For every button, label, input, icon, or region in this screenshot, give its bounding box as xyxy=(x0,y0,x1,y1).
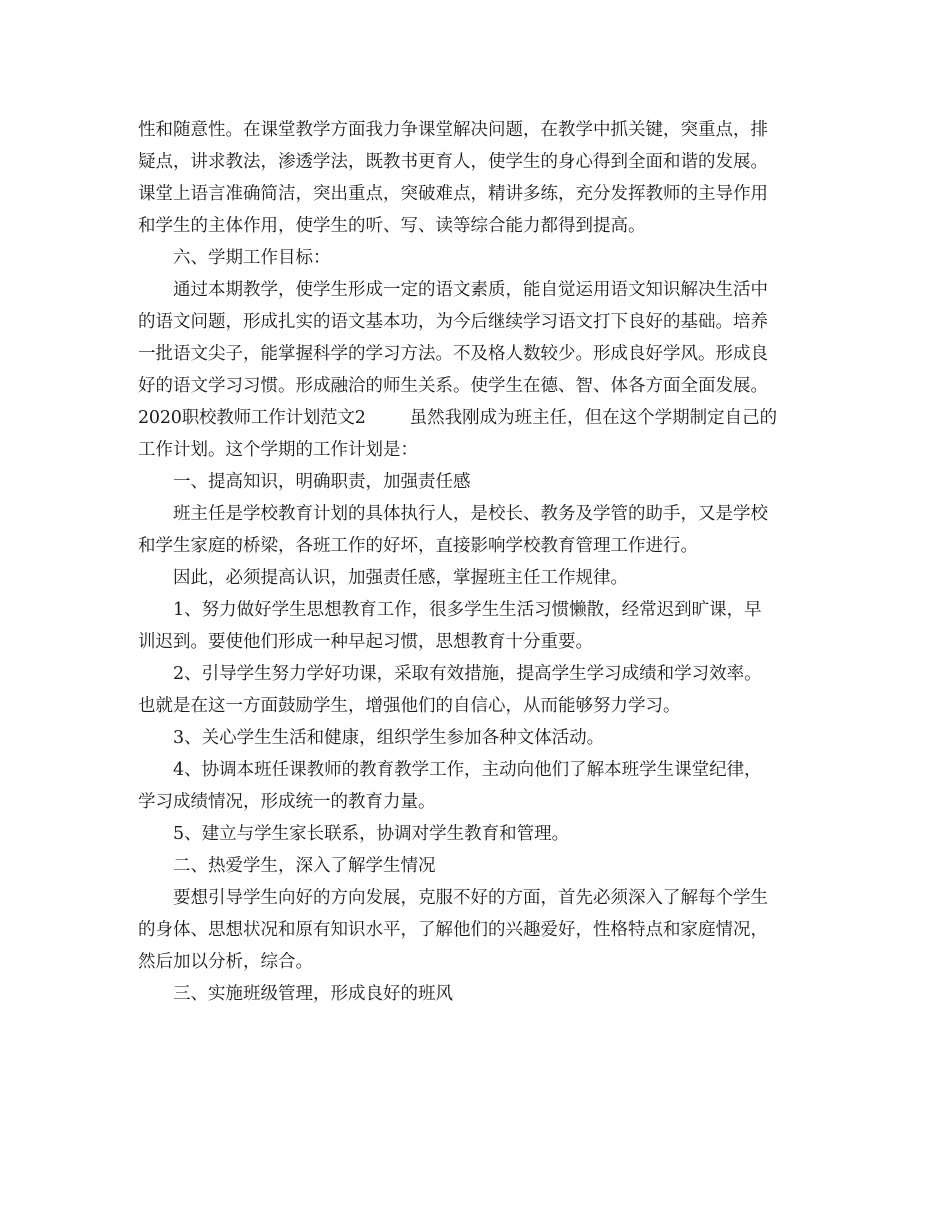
text-line: 然后加以分析，综合。 xyxy=(138,952,313,972)
text-line xyxy=(138,402,818,434)
list-item: 4、协调本班任课教师的教育教学工作，主动向他们了解本班学生课堂纪律， xyxy=(173,760,762,780)
list-item: 1、努力做好学生思想教育工作，很多学生生活习惯懒散，经常迟到旷课，早 xyxy=(173,600,762,620)
text-line: 因此，必须提高认识，加强责任感，掌握班主任工作规律。 xyxy=(173,568,628,588)
section-heading: 一、提高知识，明确职责，加强责任感 xyxy=(173,472,471,492)
text-line: 学习成绩情况，形成统一的教育力量。 xyxy=(138,792,436,812)
section-heading: 三、实施班级管理，形成良好的班风 xyxy=(173,984,453,1004)
text-line-segment: 虽然我刚成为班主任，但在这个学期制定自己的 xyxy=(409,408,778,428)
text-line: 通过本期教学，使学生形成一定的语文素质，能自觉运用语文知识解决生活中 xyxy=(173,280,768,300)
text-line: 的语文问题，形成扎实的语文基本功，为今后继续学习语文打下良好的基础。培养 xyxy=(138,312,768,332)
text-line: 和学生家庭的桥梁，各班工作的好坏，直接影响学校教育管理工作进行。 xyxy=(138,536,698,556)
document-title: 2020职校教师工作计划范文2 xyxy=(138,408,366,428)
text-line: 工作计划。这个学期的工作计划是： xyxy=(138,440,418,460)
text-line: 一批语文尖子，能掌握科学的学习方法。不及格人数较少。形成良好学风。形成良 xyxy=(138,344,768,364)
text-line: 性和随意性。在课堂教学方面我力争课堂解决问题，在教学中抓关键，突重点，排 xyxy=(138,120,768,140)
text-line: 和学生的主体作用，使学生的听、写、读等综合能力都得到提高。 xyxy=(138,216,646,236)
text-line: 的身体、思想状况和原有知识水平，了解他们的兴趣爱好，性格特点和家庭情况， xyxy=(138,920,768,940)
text-line: 训迟到。要使他们形成一种早起习惯，思想教育十分重要。 xyxy=(138,632,593,652)
document-body xyxy=(138,114,818,1010)
text-line: 课堂上语言准确简洁，突出重点，突破难点，精讲多练，充分发挥教师的主导作用 xyxy=(138,184,768,204)
list-item: 2、引导学生努力学好功课，采取有效措施，提高学生学习成绩和学习效率。 xyxy=(173,664,762,684)
text-line: 要想引导学生向好的方向发展，克服不好的方面，首先必须深入了解每个学生 xyxy=(173,888,768,908)
text-line: 好的语文学习习惯。形成融洽的师生关系。使学生在德、智、体各方面全面发展。 xyxy=(138,376,768,396)
text-line: 班主任是学校教育计划的具体执行人，是校长、教务及学管的助手，又是学校 xyxy=(173,504,768,524)
text-line: 也就是在这一方面鼓励学生，增强他们的自信心，从而能够努力学习。 xyxy=(138,696,681,716)
section-heading: 二、热爱学生，深入了解学生情况 xyxy=(173,856,436,876)
list-item: 3、关心学生生活和健康，组织学生参加各种文体活动。 xyxy=(173,728,605,748)
text-line: 疑点，讲求教法，渗透学法，既教书更育人，使学生的身心得到全面和谐的发展。 xyxy=(138,152,768,172)
section-heading: 六、学期工作目标： xyxy=(173,248,331,268)
list-item: 5、建立与学生家长联系，协调对学生教育和管理。 xyxy=(173,824,570,844)
